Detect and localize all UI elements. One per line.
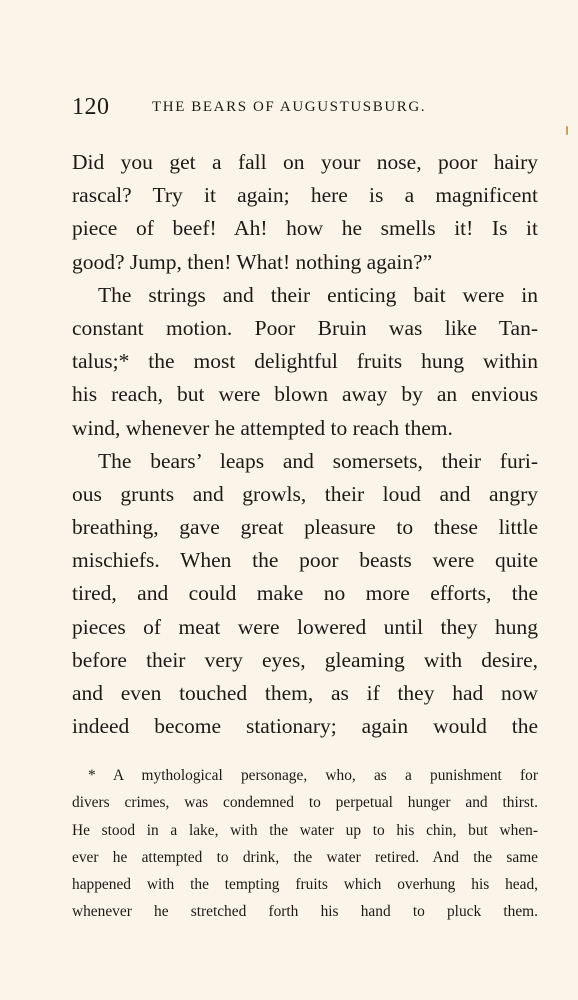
text-line: Did you get a fall on your nose, poor hairy <box>72 150 538 174</box>
footnote <box>72 762 538 926</box>
footnote-line: whenever he stretched forth his hand to pluck them. <box>72 903 538 921</box>
text-line: talus;* the most delightful fruits hung within <box>72 349 538 374</box>
text-line: constant motion. Poor Bruin was like Tan- <box>72 315 538 340</box>
text-line: indeed become stationary; again would the <box>72 714 538 739</box>
text-line: mischiefs. When the poor beasts were quite <box>72 548 538 573</box>
footnote-line: He stood in a lake, with the water up to his chin, but when- <box>72 821 538 839</box>
paragraph-first-line: The strings and their enticing bait were in <box>98 282 538 307</box>
text-line: wind, whenever he attempted to reach them. <box>72 415 453 440</box>
text-line: rascal? Try it again; here is a magnificent <box>72 183 538 208</box>
text-line: and even touched them, as if they had now <box>72 681 538 705</box>
footnote-line: divers crimes, was condemned to perpetual hunger and thirst. <box>72 794 538 812</box>
page-header <box>72 94 542 124</box>
text-line: good? Jump, then! What! nothing again?” <box>72 249 433 274</box>
footnote-line: ever he attempted to drink, the water retired. And the same <box>72 848 538 866</box>
paragraph-first-line: The bears’ leaps and somersets, their furi- <box>98 448 538 473</box>
text-line: tired, and could make no more efforts, the <box>72 581 538 606</box>
text-line: pieces of meat were lowered until they hung <box>72 614 538 639</box>
text-line: his reach, but were blown away by an envious <box>72 382 538 407</box>
body-text <box>72 146 538 743</box>
text-line: ous grunts and growls, their loud and angry <box>72 481 538 506</box>
running-head: THE BEARS OF AUGUSTUSBURG. <box>152 99 427 115</box>
text-line: before their very eyes, gleaming with desire, <box>72 647 538 672</box>
paper-blemish <box>566 126 568 135</box>
text-line: breathing, gave great pleasure to these little <box>72 515 538 540</box>
page-number: 120 <box>72 94 110 120</box>
footnote-line: * A mythological personage, who, as a punishment for <box>88 767 538 784</box>
text-line: piece of beef! Ah! how he smells it! Is it <box>72 216 538 241</box>
footnote-line: happened with the tempting fruits which overhung his head, <box>72 876 538 894</box>
